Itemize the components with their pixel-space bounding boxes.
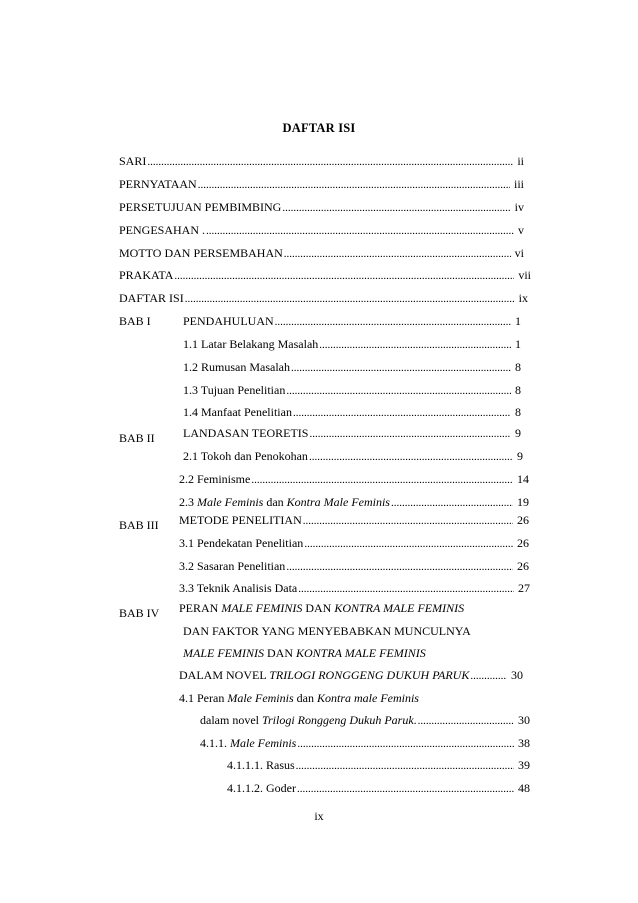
dot-leader (309, 449, 513, 465)
dot-leader (147, 154, 513, 170)
toc-entry-label: 4.1.1.2. Goder (227, 781, 296, 795)
toc-entry-prakata[interactable] (119, 267, 531, 283)
toc-entry-label: 1.2 Rumusan Masalah (183, 360, 290, 374)
toc-page-number: 38 (518, 736, 530, 750)
toc-text: 4.1.1. (200, 736, 230, 750)
toc-text-italic: Kontra male Feminis (316, 691, 419, 705)
dot-leader (282, 200, 510, 216)
toc-entry-label: 1.1 Latar Belakang Masalah (183, 337, 319, 351)
toc-entry-label: PERSETUJUAN PEMBIMBING (119, 200, 282, 214)
dot-leader (174, 268, 514, 284)
toc-text: DAN (263, 646, 296, 660)
toc-page-number: v (518, 223, 524, 237)
toc-entry-label: 2.1 Tokoh dan Penokohan (183, 449, 308, 463)
toc-text-italic: Male Feminis (230, 736, 297, 750)
dot-leader (206, 223, 514, 239)
toc-text: DALAM NOVEL (179, 668, 270, 682)
dot-leader (185, 291, 515, 307)
toc-entry-label: 1.3 Tujuan Penelitian (183, 383, 286, 397)
toc-entry-2-2[interactable] (179, 471, 529, 487)
toc-entry-label: METODE PENELITIAN (179, 513, 302, 527)
toc-entry-3-2[interactable] (179, 558, 529, 574)
toc-chapter-peran-male-feminis[interactable] (179, 667, 523, 683)
toc-entry-label (200, 735, 296, 751)
toc-text-italic: Kontra Male Feminis (286, 495, 390, 509)
toc-page-number: 39 (518, 758, 530, 772)
dot-leader (286, 559, 513, 575)
toc-entry-label: SARI (119, 154, 147, 168)
toc-entry-pengesahan[interactable] (119, 222, 524, 238)
toc-entry-1-1[interactable] (183, 336, 521, 352)
toc-text-italic: TRILOGI RONGGENG DUKUH PARUK (269, 668, 470, 682)
toc-page-number: ix (518, 291, 528, 305)
toc-page-number: iii (513, 177, 524, 191)
toc-entry-label: MOTTO DAN PERSEMBAHAN (119, 246, 283, 260)
dot-leader (298, 581, 514, 597)
dot-leader (275, 314, 511, 330)
chapter-label-bab2: BAB II (119, 431, 155, 445)
toc-page-number: 1 (515, 337, 521, 351)
toc-text-italic: MALE FEMINIS (183, 646, 264, 660)
toc-entry-label: PENDAHULUAN (183, 314, 274, 328)
dot-leader (291, 360, 511, 376)
dot-leader (296, 758, 514, 774)
dot-leader (470, 668, 507, 684)
toc-text: 4.1 Peran (179, 691, 228, 705)
toc-entry-sari[interactable] (119, 153, 524, 169)
toc-entry-2-3[interactable] (179, 494, 529, 510)
toc-entry-4-1-line1[interactable] (179, 690, 419, 706)
toc-page-number: 26 (517, 559, 529, 573)
toc-chapter-metode-penelitian[interactable] (179, 512, 529, 528)
toc-page-number: 30 (518, 713, 530, 727)
dot-leader (286, 383, 511, 399)
toc-page-number: vii (518, 268, 531, 282)
dot-leader (309, 426, 511, 442)
toc-entry-label: PERNYATAAN (119, 177, 197, 191)
toc-page-number: 19 (517, 495, 529, 509)
toc-text: . (413, 713, 417, 727)
toc-page-number: 8 (515, 360, 521, 374)
toc-text: PERAN (179, 601, 222, 615)
toc-entry-label: 3.2 Sasaran Penelitian (179, 559, 286, 573)
dot-leader (284, 246, 511, 262)
page-number: ix (314, 809, 324, 823)
toc-text-italic: Trilogi Ronggeng Dukuh Paruk (261, 713, 414, 727)
bab4-title-line3 (183, 645, 426, 661)
toc-entry-label: LANDASAN TEORETIS (183, 426, 309, 440)
toc-entry-pernyataan[interactable] (119, 176, 524, 192)
chapter-label-bab3: BAB III (119, 518, 159, 532)
toc-entry-label (179, 494, 390, 510)
toc-text-italic: Male Feminis (227, 691, 294, 705)
toc-page-number: 9 (517, 449, 523, 463)
toc-entry-1-2[interactable] (183, 359, 521, 375)
toc-chapter-pendahuluan[interactable] (183, 313, 521, 329)
toc-page-number: 8 (515, 383, 521, 397)
toc-page-number: 1 (515, 314, 521, 328)
chapter-label-bab4: BAB IV (119, 606, 160, 620)
toc-text-italic: KONTRA MALE FEMINIS (295, 646, 426, 660)
dot-leader (251, 472, 513, 488)
toc-page-number: 30 (511, 668, 523, 682)
toc-text: DAN (302, 601, 335, 615)
dot-leader (297, 781, 514, 797)
toc-entry-3-1[interactable] (179, 535, 529, 551)
dot-leader (303, 513, 513, 529)
toc-entry-label (200, 712, 417, 728)
toc-entry-label: DAFTAR ISI (119, 291, 184, 305)
dot-leader (418, 713, 514, 729)
dot-leader (297, 736, 514, 752)
toc-text: dalam novel (200, 713, 262, 727)
dot-leader (319, 337, 511, 353)
toc-entry-1-4[interactable] (183, 404, 521, 420)
toc-page-number: 14 (517, 472, 529, 486)
toc-text: 2.3 (179, 495, 197, 509)
toc-text: dan (263, 495, 287, 509)
toc-text: dan (293, 691, 317, 705)
toc-entry-label: PRAKATA (119, 268, 174, 282)
toc-page-number: 48 (518, 781, 530, 795)
dot-leader (293, 405, 511, 421)
chapter-label-bab1: BAB I (119, 314, 151, 328)
toc-page-number: 26 (517, 513, 529, 527)
dot-leader (198, 177, 510, 193)
page-title: DAFTAR ISI (282, 121, 356, 135)
toc-entry-label: 2.2 Feminisme (179, 472, 251, 486)
toc-entry-label: PENGESAHAN . (119, 223, 206, 237)
toc-entry-label (179, 667, 469, 683)
toc-entry-4-1-1-1[interactable] (227, 757, 530, 773)
toc-entry-4-1-line2[interactable] (200, 712, 530, 728)
toc-entry-label: 3.1 Pendekatan Penelitian (179, 536, 304, 550)
toc-entry-motto[interactable] (119, 245, 524, 261)
dot-leader (304, 536, 513, 552)
toc-entry-2-1[interactable] (183, 448, 523, 464)
toc-entry-label: 1.4 Manfaat Penelitian (183, 405, 292, 419)
toc-page-number: 8 (515, 405, 521, 419)
toc-chapter-landasan-teoretis[interactable] (183, 425, 521, 441)
toc-entry-daftar-isi[interactable] (119, 290, 528, 306)
toc-entry-1-3[interactable] (183, 382, 521, 398)
toc-page-number: iv (514, 200, 524, 214)
toc-text-italic: Male Feminis (197, 495, 264, 509)
toc-entry-3-3[interactable] (179, 580, 530, 596)
toc-entry-label: 3.3 Teknik Analisis Data (179, 581, 298, 595)
toc-entry-4-1-1[interactable] (200, 735, 530, 751)
toc-page-number: vi (514, 246, 524, 260)
bab4-title-line1 (179, 600, 464, 616)
toc-text-italic: MALE FEMINIS (221, 601, 303, 615)
toc-text-italic: KONTRA MALE FEMINIS (334, 601, 465, 615)
toc-entry-label: 4.1.1.1. Rasus (227, 758, 295, 772)
toc-entry-4-1-1-2[interactable] (227, 780, 530, 796)
toc-page-number: 26 (517, 536, 529, 550)
toc-page-number: ii (517, 154, 524, 168)
toc-page-number: 27 (518, 581, 530, 595)
bab4-title-line2: DAN FAKTOR YANG MENYEBABKAN MUNCULNYA (183, 624, 471, 638)
toc-page-number: 9 (515, 426, 521, 440)
toc-entry-persetujuan[interactable] (119, 199, 524, 215)
dot-leader (391, 495, 513, 511)
